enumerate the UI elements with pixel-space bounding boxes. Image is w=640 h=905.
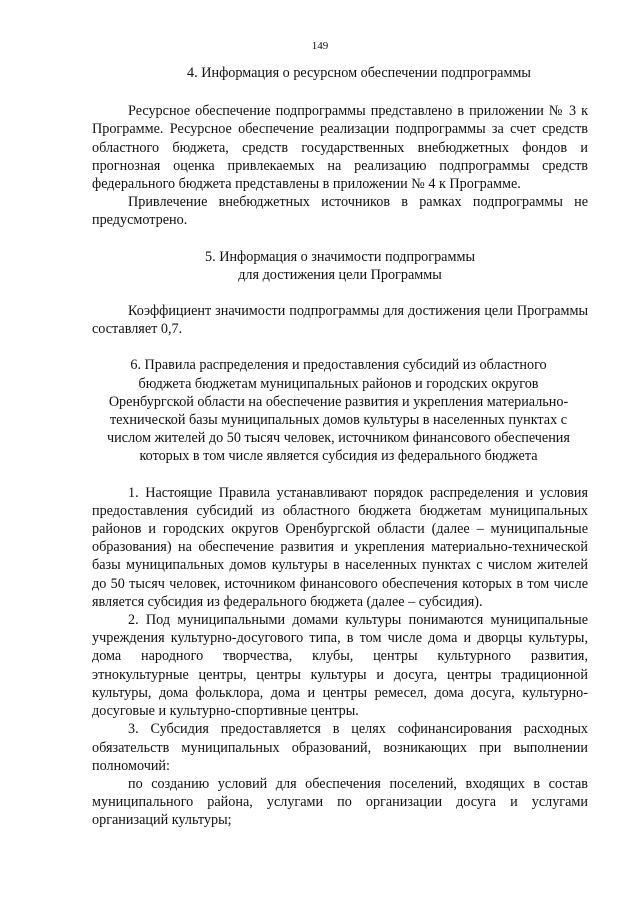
section-6-heading-line: 6. Правила распределения и предоставления субсидий из областного bbox=[130, 357, 547, 374]
section-6-paragraph-3: 3. Субсидия предоставляется в целях софинансирования расходных обязательств муниципальных образований, возникающих при выполнении полномочий: bbox=[92, 721, 588, 774]
section-5-paragraph-1: Коэффициент значимости подпрограммы для достижения цели Программы составляет 0,7. bbox=[92, 303, 588, 338]
section-6-paragraph-4: по созданию условий для обеспечения поселений, входящих в состав муниципального района, услугами по организации досуга и услугами организаций культуры; bbox=[92, 775, 588, 829]
section-6-heading-line: числом жителей до 50 тысяч человек, источником финансового обеспечения bbox=[107, 430, 570, 447]
section-6-heading bbox=[89, 356, 588, 465]
section-5-heading bbox=[92, 248, 588, 284]
section-4-paragraph-2: Привлечение внебюджетных источников в рамках подпрограммы не предусмотрено. bbox=[92, 194, 588, 229]
section-6-heading-line: которых в том числе является субсидия из федерального бюджета bbox=[139, 448, 538, 465]
section-5-heading-line: 5. Информация о значимости подпрограммы bbox=[205, 248, 475, 265]
section-6-paragraph-2: 2. Под муниципальными домами культуры понимаются муниципальные учреждения культурно-досугового типа, в том числе дома и дворцы культуры, дома народного творчества, клубы, центры культурного развития, этнокультурные центры, центры культуры и досуга, центры традиционной культуры, дома фольклора, дома и центры ремесел, дома досуга, культурно-досуговые и культурно-спортивные центры. bbox=[92, 612, 588, 720]
section-4-heading: 4. Информация о ресурсном обеспечении подпрограммы bbox=[187, 65, 531, 81]
page-number: 149 bbox=[311, 40, 329, 52]
section-6-heading-line: Оренбургской области на обеспечение развития и укрепления материально- bbox=[108, 393, 569, 410]
section-6-paragraph-1: 1. Настоящие Правила устанавливают порядок распределения и условия предоставления субсидий из областного бюджета бюджетам муниципальных районов и городских округов Оренбургской области (далее – муниципальные образования) на обеспечение развития и укрепления материально-технической базы муниципальных домов культуры в населенных пунктах с числом жителей до 50 тысяч человек, источником финансового обеспечения которых в том числе является субсидия из федерального бюджета (далее – субсидия). bbox=[92, 484, 588, 610]
section-6-heading-line: бюджета бюджетам муниципальных районов и городских округов bbox=[138, 375, 539, 392]
section-4-paragraph-1: Ресурсное обеспечение подпрограммы представлено в приложении № 3 к Программе. Ресурсное обеспечение реализации подпрограммы за счет средств областного бюджета, средств государственных внебюджетных фондов и прогнозная оценка привлекаемых на реализацию подпрограммы средств федерального бюджета представлены в приложении № 4 к Программе. bbox=[92, 103, 588, 193]
section-5-heading-line: для достижения цели Программы bbox=[238, 266, 442, 283]
section-6-heading-line: технической базы муниципальных домов культуры в населенных пунктах с bbox=[109, 412, 568, 429]
document-body bbox=[92, 64, 588, 830]
